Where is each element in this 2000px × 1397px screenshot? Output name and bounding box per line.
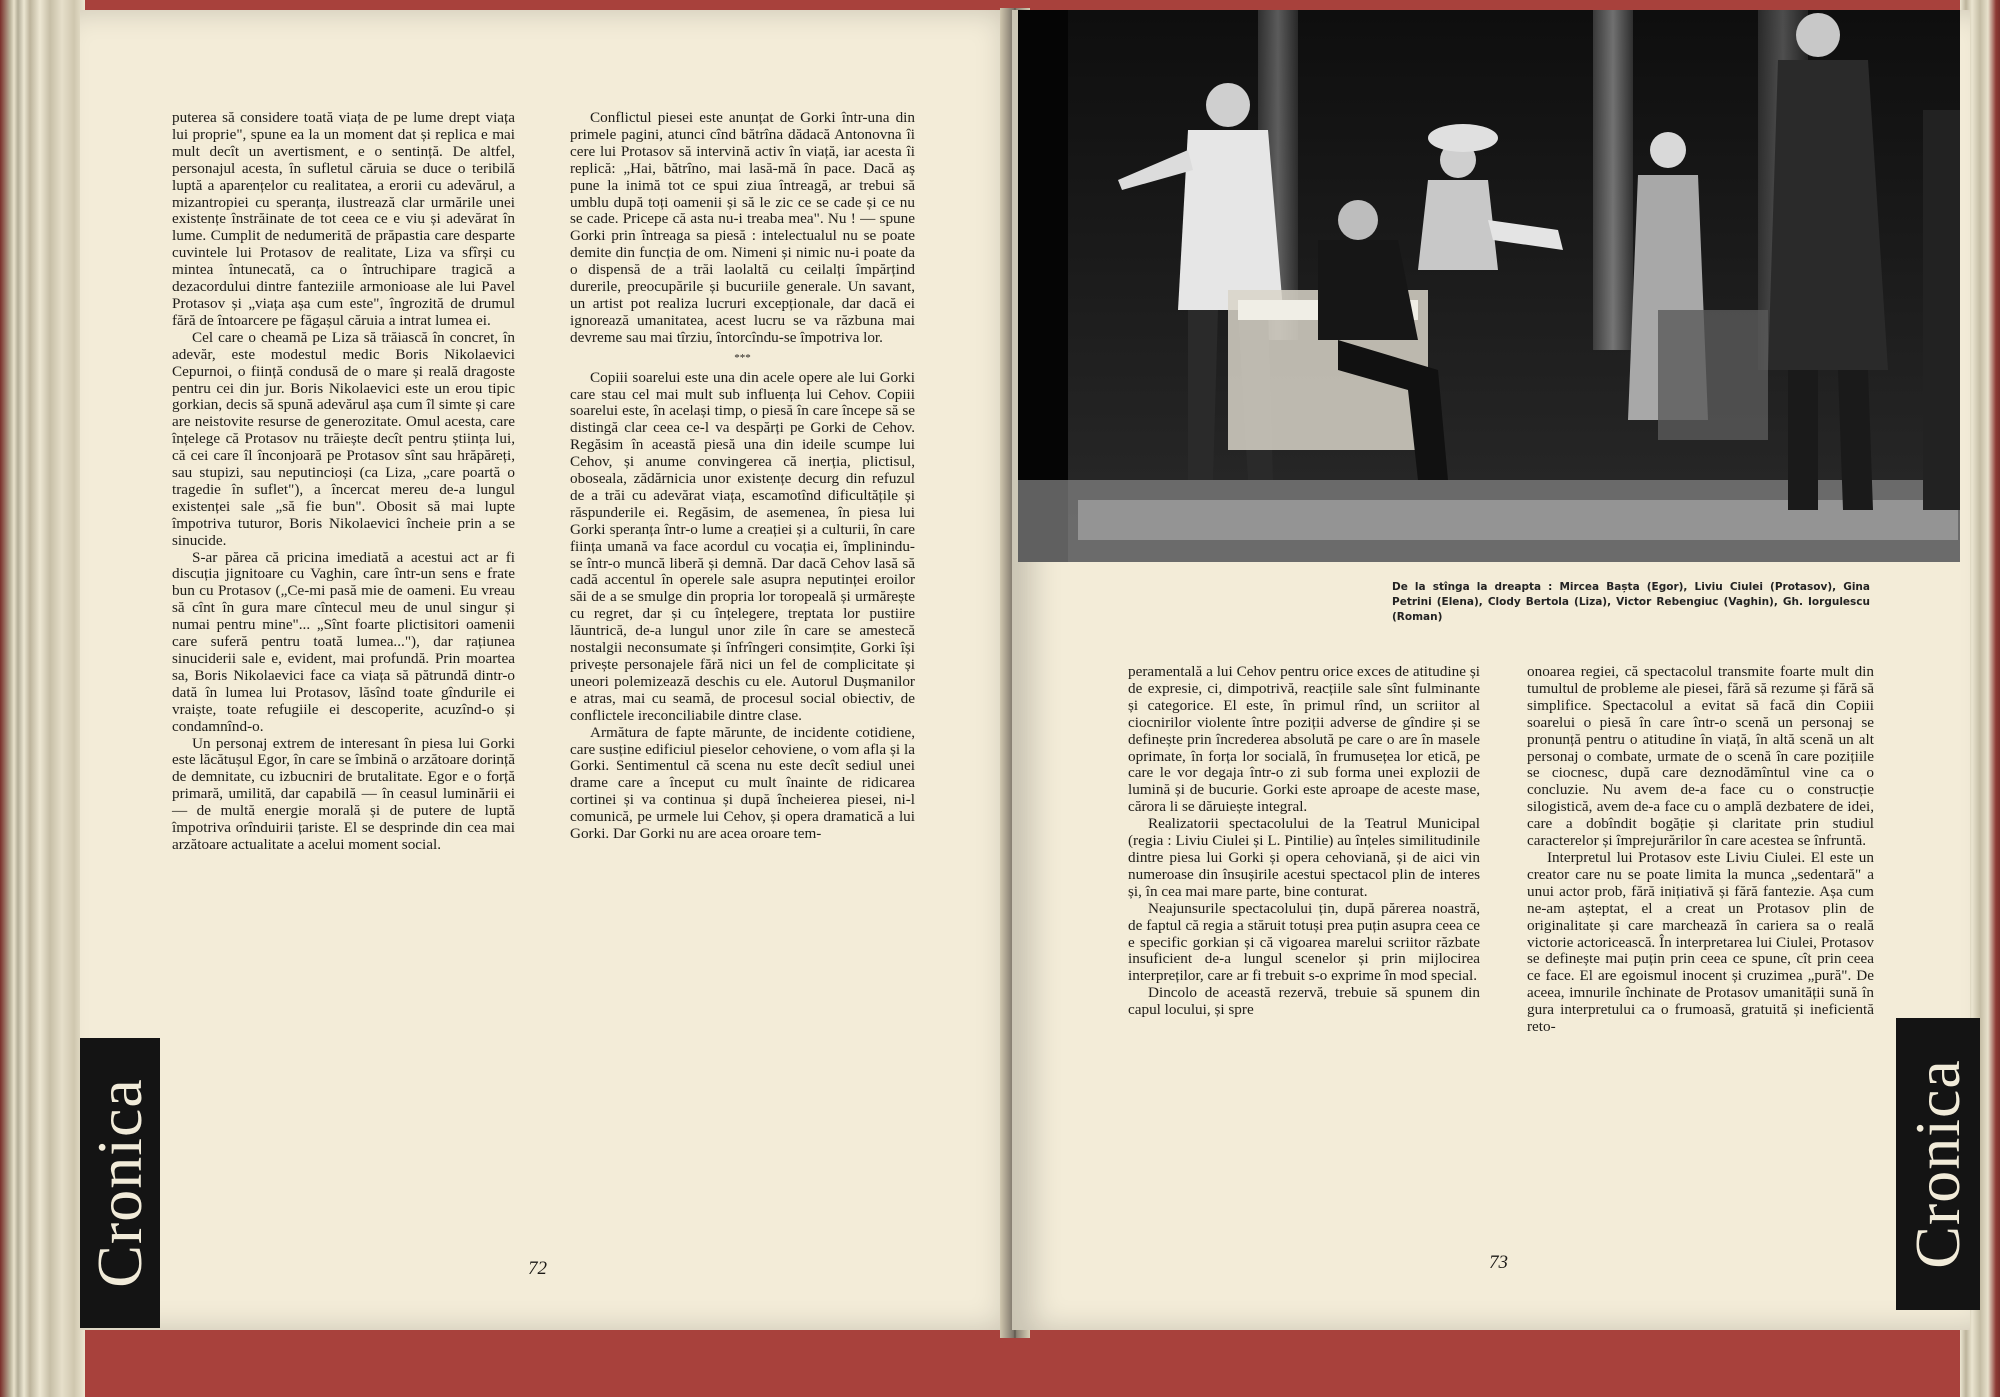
paragraph: S-ar părea că pricina imediată a acestui act ar fi discuția jignitoare cu Vaghin, care într-un sens e frate bun cu Protasov („Ce-mi pasă mie de oameni. Eu vreau să cînt în gura mare cîntecul meu de unul singur și numai pentru mine"... „Sînt foarte plictisitori oamenii care suferă pentru toată lumea..."), dar rațiunea sinuciderii sale e, evident, mai profundă. Prin moartea sa, Boris Nikolaevici face ca viața să pătrundă dintr-o dată în lumea lui Protasov, lăsînd toate gîndurile ei vraiște, toate refugiile ei descoperite, acuzînd-o și condamnînd-o.: [172, 548, 515, 735]
page-number: 73: [1489, 1252, 1508, 1273]
section-separator: ***: [734, 351, 751, 364]
paragraph: Un personaj extrem de interesant în piesa lui Gorki este lăcătușul Egor, în care se îmbină o arzătoare dorință de demnitate, cu izbucniri de brutalitate. Egor e o forță primară, umilită, dar capabilă — în ceasul luminării ei — de multă energie morală și de putere de luptă împotriva orînduirii țariste. El se desprinde din cea mai arzătoare actualitate a acelui moment social.: [172, 734, 515, 853]
paragraph: puterea să considere toată viața de pe lume drept viața lui proprie", spune ea la un moment dat și replica e mai mult decît un avertisment, e o sentință. De altfel, personajul acesta, în sufletul căruia se duce o teribilă luptă a aparențelor cu realitatea, a erorii cu adevărul, a mizantropiei cu speranța, ilustrează clar urmările unei existențe înstrăinate de tot ceea ce e viu și adevărat în lume. Cumplit de nedumerită de prăpastia care desparte cuvintele lui Protasov de realitate, Liza va sfîrși cu mintea întunecată, ca o întruchipare tragică a dezacordului dintre fanteziile armonioase ale lui Pavel Protasov și „viața așa cum este", îngrozită de drumul fără de întoarcere pe făgașul căruia a intrat lumea ei.: [172, 109, 515, 329]
cronica-side-tab-left: [80, 1038, 160, 1328]
paragraph: Dincolo de această rezervă, trebuie să spunem din capul locului, și spre: [1128, 984, 1480, 1019]
paragraph: Copiii soarelui este una din acele opere ale lui Gorki care stau cel mai mult sub influența lui Cehov. Copiii soarelui este, în același timp, o piesă în care începe să se distingă clar ceea ce-l va despărți pe Gorki de Cehov. Regăsim în această piesă una din ideile scumpe lui Cehov, și anume convingerea că inerția, plictisul, oboseala, zădărnicia unor existențe decurg din refuzul de a trăi cu adevărat viața, escamotînd dificultățile și răspunderile ei. Regăsim, de asemenea, în piesa lui Gorki speranța într-o lume a creației și a culturii, în care ființa umană va face acordul cu vocația ei, împlinindu-se într-o muncă liberă și demnă. Dar dacă Cehov lasă să cadă accentul în operele sale asupra neputinței eroilor săi de a se smulge din propria lor toropeală și urmărește cu regret, dar și cu înțelegere, treptata lor pustiire lăuntrică, de-a lungul unor zile în care se amestecă nostalgii neconsumate și înfrîngeri consimțite, Gorki își privește personajele fără nici un fel de complicitate și uneori polemizează deschis cu ele. Autorul Dușmanilor e atras, mai cu seamă, de procesul social obiectiv, de conflictele ireconciliabile dintre clase.: [570, 368, 915, 724]
paragraph: peramentală a lui Cehov pentru orice exces de atitudine și de expresie, ci, dimpotrivă, reacțiile sale sînt fulminante și categorice. El este, în primul rînd, un scriitor al ciocnirilor violente între poziții adverse de gîndire și se definește prin încrederea absolută pe care o are în masele oprimate, în forța lor socială, în frumusețea lor etică, pe care le vor degaja într-o zi sub forma unei explozii de lumină și de bucurie. Gorki este aproape de aceste mase, cărora li se dăruiește integral.: [1128, 663, 1480, 816]
book-spine-edge: [0, 0, 85, 1397]
paragraph: Realizatorii spectacolului de la Teatrul Municipal (regia : Liviu Ciulei și L. Pintilie) au înțeles similitudinile dintre piesa lui Gorki și opera cehoviană, și de aici vin numeroase din însușirile acestui spectacol plin de interes și, în cea mai mare parte, bine conturat.: [1128, 815, 1480, 900]
left-column-1: [172, 110, 515, 854]
photo-caption: De la stînga la dreapta : Mircea Bașta (Egor), Liviu Ciulei (Protasov), Gina Petrini (Elena), Clody Bertola (Liza), Victor Rebengiuc (Vaghin), Gh. Iorgulescu (Roman): [1392, 581, 1870, 623]
stage-photo-image: [1018, 10, 1960, 562]
cronica-label: Cronica: [84, 1078, 155, 1288]
cronica-label: Cronica: [1902, 1059, 1973, 1269]
stage-photo: [1018, 10, 1960, 562]
paragraph: Conflictul piesei este anunțat de Gorki într-una din primele pagini, atunci cînd bătrîna dădacă Antonovna îi cere lui Protasov să intervină activ în viață, iar acesta îi replică: „Hai, bătrîno, mai lasă-mă în pace. Dacă aș pune la inimă tot ce spui ziua întreagă, ar trebui să umblu după toți oamenii și să le zic ce se cade și ce nu se cade. Pricepe că asta nu-i treaba mea". Nu ! — spune Gorki prin întreaga sa piesă : intelectualul nu se poate demite din funcția de om. Nimeni și nimic nu-i poate da o dispensă de a trăi laolaltă cu ceilalți împărțind durerile, preocupările și bucuriile generale. Un savant, un artist pot realiza lucruri excepționale, dar dacă ei ignorează umanitatea, acest lucru se va răzbuna mai devreme sau mai tîrziu, întorcîndu-se împotriva lor.: [570, 109, 915, 346]
left-column-2: [570, 110, 915, 843]
paragraph: Neajunsurile spectacolului țin, după părerea noastră, de faptul că regia a stăruit totuși prea puțin asupra ceea ce e specific gorkian și că vigoarea marelui scriitor răzbate insuficient de-a lungul scenelor și prin mijlocirea interpreților, care ar fi trebuit s-o exprime în mod special.: [1128, 899, 1480, 985]
paragraph: Interpretul lui Protasov este Liviu Ciulei. El este un creator care nu se poate limita la munca „sedentară" a unui actor prob, fără inițiativă și fără fantezie. Așa cum ne-am așteptat, el a creat un Protasov plin de originalitate și care marchează în cariera sa o reală victorie actoricească. În interpretarea lui Ciulei, Protasov se definește mai puțin prin ceea ce spune, cît prin ceea ce face. El are egoismul inocent și cruzimea „pură". De aceea, imnurile închinate de Protasov umanității sună în gura interpretului ca o frumoasă, gratuită și ineficientă reto-: [1527, 848, 1874, 1036]
cronica-side-tab-right: [1896, 1018, 1980, 1310]
right-column-1: [1128, 664, 1480, 1019]
paragraph: Armătura de fapte mărunte, de incidente cotidiene, care susține edificiul pieselor cehoviene, o vom afla și la Gorki. Sentimentul că scena nu este decît sediul unei drame care a început cu mult înainte de ridicarea cortinei și va continua și după încheierea piesei, ni-l comunică, pe urmele lui Cehov, și opera dramatică a lui Gorki. Dar Gorki nu are acea oroare tem-: [570, 723, 915, 843]
right-column-2: [1527, 664, 1874, 1036]
paragraph: Cel care o cheamă pe Liza să trăiască în concret, în adevăr, este modestul medic Boris Nikolaevici Cepurnoi, o ființă condusă de o mare și reală dragoste pentru cei din jur. Boris Nikolaevici este un erou tipic gorkian, decis să spună adevărul așa cum îl simte și care are neistovite resurse de generozitate. Omul acesta, care înțelege că Protasov nu trăiește decît pentru știința lui, că cei care îl înconjoară pe Protasov sînt sau hrăpăreți, sau stupizi, sau neputincioși (ca Liza, „care poartă o tragedie în suflet"), a încercat mereu de-a lungul existenței sale „să fie bun". Obosit să mai lupte împotriva tuturor, Boris Nikolaevici încheie prin a se sinucide.: [172, 328, 515, 549]
paragraph: onoarea regiei, că spectacolul transmite foarte mult din tumultul de probleme ale piesei, fără să rezume și fără să simplifice. Spectacolul a evitat să facă din Copiii soarelui o piesă în care într-o scenă un personaj se pronunță pentru o atitudine în viață, în altă scenă un alt personaj o combate, urmate de o scenă în care pozițiile se ciocnesc, după care deznodămîntul vine ca o concluzie. Nu avem de-a face cu o construcție silogistică, avem de-a face cu o amplă dezbatere de idei, care a dobîndit bogăție și claritate prin studiul caracterelor și împrejurărilor în care acestea se înfruntă.: [1527, 663, 1874, 850]
page-number: 72: [528, 1258, 547, 1279]
